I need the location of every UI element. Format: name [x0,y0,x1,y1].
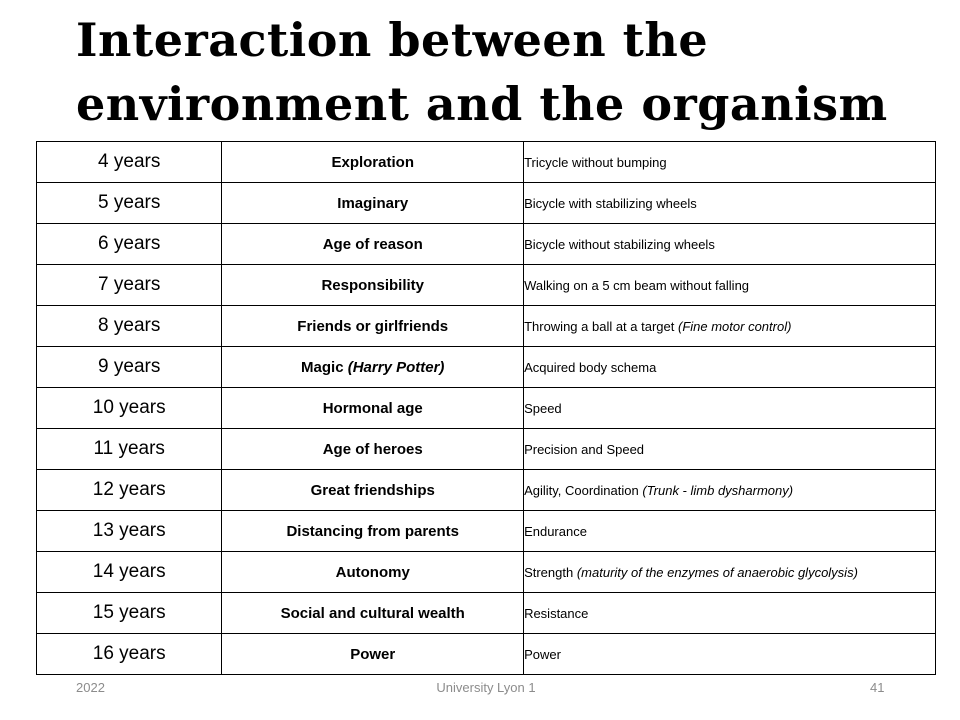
stage-label: Power [350,645,396,663]
skill-label: Bicycle without stabilizing wheels [524,236,715,252]
slide-title-line1: Interaction between the [76,13,709,67]
skill-cell [524,347,936,388]
stage-cell [222,552,524,593]
table-row [37,552,936,593]
stage-label: Social and cultural wealth [280,604,465,622]
stage-cell [222,470,524,511]
skill-cell [524,552,936,593]
stage-note: (Harry Potter) [347,358,445,376]
stage-label: Friends or girlfriends [297,317,449,335]
age-cell: 7 years [37,265,222,306]
skill-label: Resistance [524,605,589,621]
skill-cell [524,593,936,634]
skill-cell [524,388,936,429]
table-row [37,347,936,388]
stage-label: Imaginary [337,194,409,212]
table-row [37,388,936,429]
skill-label: Acquired body schema [524,359,657,375]
skill-cell [524,142,936,183]
stage-label: Age of heroes [322,440,423,458]
age-cell: 14 years [37,552,222,593]
stage-label: Age of reason [322,235,423,253]
age-cell: 10 years [37,388,222,429]
stage-label: Great friendships [310,481,435,499]
footer-institution: University Lyon 1 [436,680,536,695]
stage-cell [222,593,524,634]
skill-note: (Trunk - limb dysharmony) [642,482,794,498]
table-row [37,593,936,634]
table-row [37,429,936,470]
stage-cell [222,224,524,265]
skill-cell [524,265,936,306]
stage-label: Magic [301,358,344,376]
stage-label: Distancing from parents [286,522,459,540]
skill-label: Bicycle with stabilizing wheels [524,195,697,211]
slide-title [76,8,936,136]
skill-label: Strength [524,564,574,580]
skill-cell [524,634,936,675]
age-cell: 9 years [37,347,222,388]
stage-label: Hormonal age [322,399,423,417]
skill-cell [524,306,936,347]
stage-cell [222,306,524,347]
skill-cell [524,511,936,552]
stage-cell [222,347,524,388]
age-cell: 4 years [37,142,222,183]
skill-label: Tricycle without bumping [524,154,667,170]
table-row [37,470,936,511]
stage-label: Autonomy [335,563,410,581]
stage-label: Exploration [331,153,414,171]
age-cell: 15 years [37,593,222,634]
stage-cell [222,429,524,470]
table-row [37,265,936,306]
table-row [37,224,936,265]
development-table [36,141,936,675]
skill-label: Speed [524,400,562,416]
age-cell: 13 years [37,511,222,552]
age-cell: 12 years [37,470,222,511]
age-cell: 16 years [37,634,222,675]
table-row [37,183,936,224]
stage-cell [222,511,524,552]
age-cell: 5 years [37,183,222,224]
skill-cell [524,224,936,265]
stage-label: Responsibility [321,276,424,294]
footer-page-number: 41 [870,680,885,695]
development-table-container [36,141,936,675]
skill-note: (Fine motor control) [678,318,792,334]
table-row [37,634,936,675]
table-row [37,306,936,347]
table-row [37,142,936,183]
skill-cell [524,429,936,470]
footer-date: 2022 [76,680,105,695]
skill-label: Walking on a 5 cm beam without falling [524,277,750,293]
stage-cell [222,634,524,675]
skill-label: Endurance [524,523,587,539]
skill-label: Agility, Coordination [524,482,639,498]
stage-cell [222,265,524,306]
age-cell: 8 years [37,306,222,347]
skill-note: (maturity of the enzymes of anaerobic glycolysis) [576,564,858,580]
skill-label: Power [524,646,561,662]
skill-label: Throwing a ball at a target [524,318,675,334]
skill-cell [524,183,936,224]
stage-cell [222,388,524,429]
stage-cell [222,142,524,183]
table-body [37,142,936,675]
skill-cell [524,470,936,511]
skill-label: Precision and Speed [524,441,645,457]
age-cell: 6 years [37,224,222,265]
stage-cell [222,183,524,224]
age-cell: 11 years [37,429,222,470]
table-row [37,511,936,552]
slide-title-line2: environment and the organism [76,77,888,131]
